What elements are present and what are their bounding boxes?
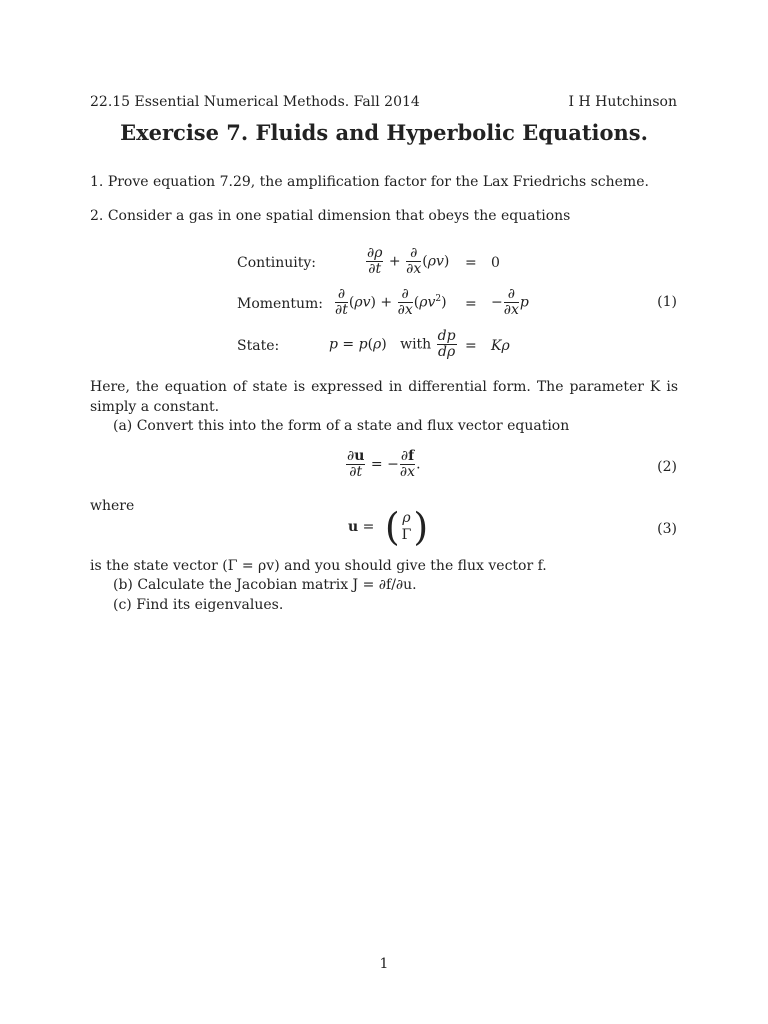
momentum-rhs: − $\frac{\partial}{\partial x}$ p (491, 286, 529, 318)
problem-2 (90, 206, 570, 226)
continuity-eq-sign: = (465, 255, 477, 271)
state-paragraph: Here, the equation of state is expressed in differential form. The parameter K is simply a constant. (90, 379, 678, 415)
problem-2-number: 2. (90, 208, 104, 224)
state-label: State: (237, 338, 280, 354)
where-text: where (90, 498, 135, 514)
continuity-label: Continuity: (237, 255, 317, 271)
continuity-lhs: $\frac{\partial\rho}{\partial t}$ + $\frac{\partial}{\partial x}$ (ρv) (367, 245, 450, 277)
problem-1 (90, 172, 649, 192)
problem-1-number: 1. (90, 174, 104, 190)
part-b: (b) Calculate the Jacobian matrix J = ∂f/∂u. (113, 577, 417, 593)
problem-1-text: Prove equation 7.29, the amplification factor for the Lax Friedrichs scheme. (107, 174, 649, 190)
equation-number-2: (2) (657, 459, 677, 475)
equation-number-3: (3) (657, 521, 677, 537)
course-header: 22.15 Essential Numerical Methods. Fall 2014 (90, 94, 420, 110)
equation-number-1: (1) (657, 294, 677, 310)
page-title: Exercise 7. Fluids and Hyperbolic Equations. (120, 120, 648, 145)
state-vector-text: is the state vector (Γ = ρv) and you should give the flux vector f. (90, 558, 547, 574)
momentum-label: Momentum: (237, 296, 323, 312)
state-eq-sign: = (465, 338, 477, 354)
state-lhs: p = p(ρ) with $\frac{dp}{d\rho}$ (329, 328, 456, 360)
part-a: (a) Convert this into the form of a state and flux vector equation (113, 418, 570, 434)
part-c: (c) Find its eigenvalues. (113, 597, 284, 613)
momentum-eq-sign: = (465, 296, 477, 312)
equation-2: $\frac{\partial u}{\partial t}$ = − $\frac{\partial f}{\partial x}$ . (347, 448, 421, 480)
author-header: I H Hutchinson (568, 94, 677, 110)
equation-3: u = ( ρ Γ) (348, 505, 429, 549)
problem-2-intro: Consider a gas in one spatial dimension that obeys the equations (107, 208, 571, 224)
state-with: with (400, 336, 432, 353)
momentum-lhs: $\frac{\partial}{\partial t}$ (ρv) + $\frac{\partial}{\partial x}$ $(\rho v^2)$ (335, 286, 447, 318)
continuity-rhs: 0 (491, 255, 500, 271)
page-number: 1 (379, 956, 389, 972)
state-rhs: Kρ (491, 338, 510, 354)
